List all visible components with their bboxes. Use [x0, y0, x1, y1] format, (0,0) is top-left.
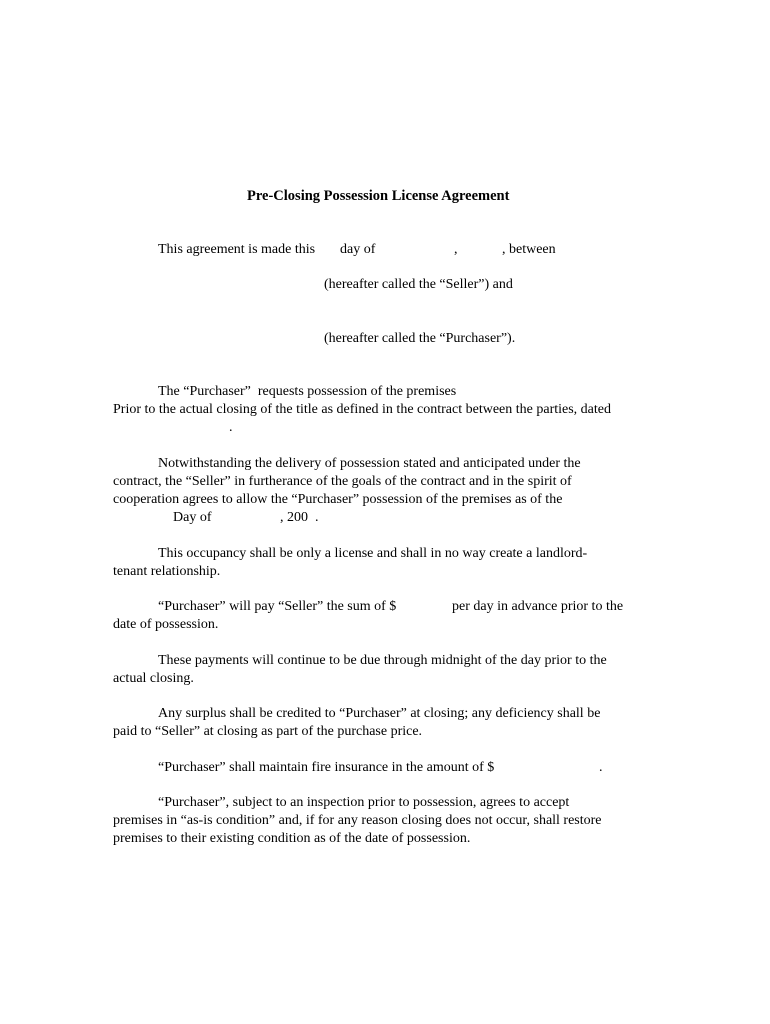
- intro-lead: This agreement is made this: [158, 242, 316, 257]
- notwithstanding-line-2: contract, the “Seller” in furtherance of the goals of the contract and in the spirit of: [113, 474, 572, 489]
- condition-line-2: premises in “as-is condition” and, if for any reason closing does not occur, shall restore: [113, 813, 602, 828]
- purchaser-clause: (hereafter called the “Purchaser”).: [324, 331, 516, 346]
- request-line-3: .: [229, 420, 233, 435]
- continuation-line-1: These payments will continue to be due through midnight of the day prior to the: [158, 653, 607, 668]
- insurance-trail: .: [599, 760, 603, 775]
- continuation-line-2: actual closing.: [113, 671, 194, 686]
- occupancy-line-2: tenant relationship.: [113, 564, 221, 579]
- condition-line-3: premises to their existing condition as of the date of possession.: [113, 831, 471, 846]
- intro-comma: ,: [454, 242, 458, 257]
- condition-line-1: “Purchaser”, subject to an inspection prior to possession, agrees to accept: [158, 795, 570, 810]
- notwithstanding-line-1: Notwithstanding the delivery of possession stated and anticipated under the: [158, 456, 581, 471]
- intro-day-of: day of: [340, 242, 376, 257]
- surplus-line-1: Any surplus shall be credited to “Purchaser” at closing; any deficiency shall be: [158, 706, 601, 721]
- notwithstanding-day-of: Day of: [173, 510, 212, 525]
- payment-trail: per day in advance prior to the: [452, 599, 624, 614]
- insurance-lead: “Purchaser” shall maintain fire insurance in the amount of $: [158, 760, 495, 775]
- notwithstanding-line-3: cooperation agrees to allow the “Purchaser” possession of the premises as of the: [113, 492, 563, 507]
- document-title: Pre-Closing Possession License Agreement: [247, 188, 510, 204]
- request-line-1: The “Purchaser” requests possession of the premises: [158, 384, 457, 399]
- seller-clause: (hereafter called the “Seller”) and: [324, 277, 513, 292]
- payment-line-2: date of possession.: [113, 617, 219, 632]
- intro-between: , between: [502, 242, 556, 257]
- occupancy-line-1: This occupancy shall be only a license and shall in no way create a landlord-: [158, 546, 588, 561]
- payment-lead: “Purchaser” will pay “Seller” the sum of $: [158, 599, 397, 614]
- request-line-2: Prior to the actual closing of the title as defined in the contract between the parties, dated: [113, 402, 611, 417]
- surplus-line-2: paid to “Seller” at closing as part of the purchase price.: [113, 724, 423, 739]
- notwithstanding-year: , 200 .: [280, 510, 319, 525]
